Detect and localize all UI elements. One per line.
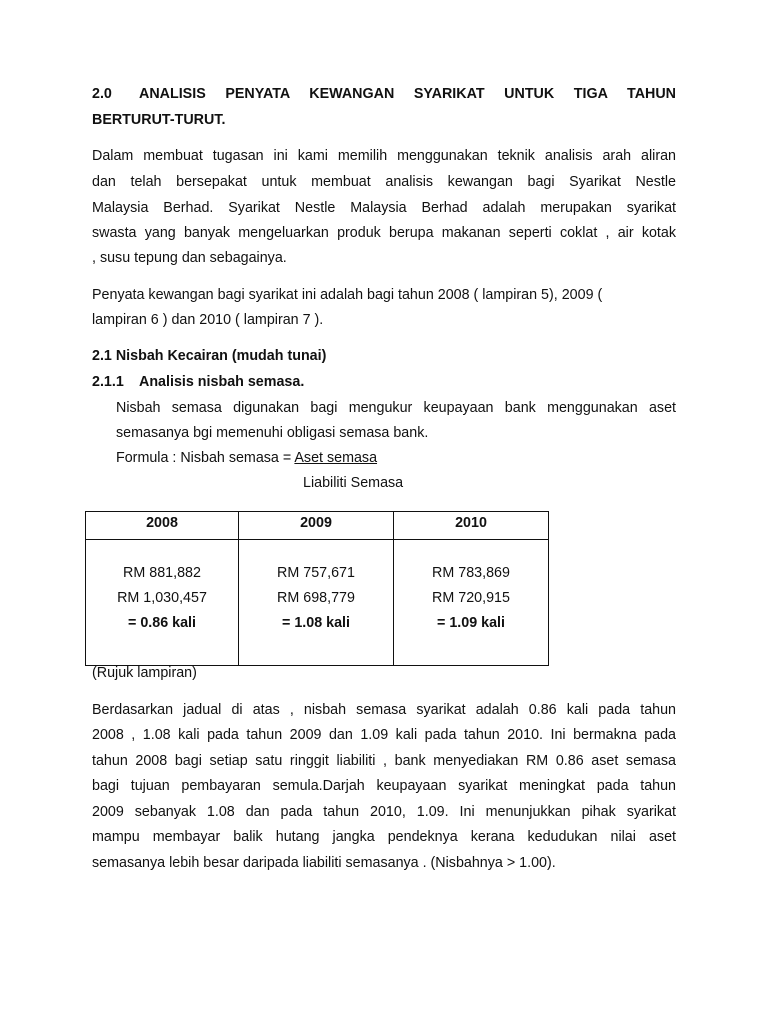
paragraph-line: bagi tujuan pembayaran semula.Darjah keupayaan syarikat meningkat pada tahun — [92, 778, 676, 794]
formula-numerator: Aset semasa — [294, 450, 378, 466]
current-ratio-table — [85, 511, 549, 666]
current-liabilities-value: RM 698,779 — [277, 590, 355, 606]
table-cell — [86, 540, 239, 666]
reference-note: (Rujuk lampiran) — [92, 665, 197, 681]
subsection-title: 2.1 Nisbah Kecairan (mudah tunai) — [92, 348, 327, 364]
paragraph-line: Malaysia Berhad. Syarikat Nestle Malaysia Berhad adalah merupakan syarikat — [92, 200, 676, 216]
paragraph-line: semasanya bgi memenuhi obligasi semasa bank. — [116, 425, 429, 441]
column-header: 2009 — [239, 512, 394, 540]
current-assets-value: RM 757,671 — [277, 565, 355, 581]
ratio-value: = 0.86 kali — [128, 615, 196, 631]
table-row — [86, 540, 549, 666]
paragraph-line: mampu membayar balik hutang jangka pendeknya kerana kedudukan nilai aset — [92, 829, 676, 845]
formula-label: Formula : Nisbah semasa = — [116, 450, 295, 466]
ratio-value: = 1.09 kali — [437, 615, 505, 631]
section-number: 2.0 — [92, 86, 112, 102]
paragraph-line: Berdasarkan jadual di atas , nisbah semasa syarikat adalah 0.86 kali pada tahun — [92, 702, 676, 718]
paragraph-line: tahun 2008 bagi setiap satu ringgit liabiliti , bank menyediakan RM 0.86 aset semasa — [92, 753, 676, 769]
formula-denominator: Liabiliti Semasa — [303, 475, 404, 491]
paragraph-line: Dalam membuat tugasan ini kami memilih menggunakan teknik analisis arah aliran — [92, 148, 676, 164]
ratio-value: = 1.08 kali — [282, 615, 350, 631]
paragraph-line: , susu tepung dan sebagainya. — [92, 250, 287, 266]
paragraph-line: dan telah bersepakat untuk membuat analisis kewangan bagi Syarikat Nestle — [92, 174, 676, 190]
table-cell — [239, 540, 394, 666]
current-liabilities-value: RM 1,030,457 — [117, 590, 207, 606]
formula — [116, 450, 377, 466]
section-title-line-2: BERTURUT-TURUT. — [92, 112, 226, 128]
column-header: 2008 — [86, 512, 239, 540]
subsubsection-number: 2.1.1 — [92, 374, 124, 390]
current-assets-value: RM 783,869 — [432, 565, 510, 581]
paragraph-line: 2009 sebanyak 1.08 dan pada tahun 2010, 1.09. Ini menunjukkan pihak syarikat — [92, 804, 676, 820]
paragraph-line: semasanya lebih besar daripada liabiliti semasanya . (Nisbahnya > 1.00). — [92, 855, 556, 871]
table-header-row — [86, 512, 549, 540]
subsubsection-title: Analisis nisbah semasa. — [139, 374, 305, 390]
table-cell — [394, 540, 549, 666]
current-assets-value: RM 881,882 — [123, 565, 201, 581]
paragraph-line: Nisbah semasa digunakan bagi mengukur keupayaan bank menggunakan aset — [116, 400, 676, 416]
column-header: 2010 — [394, 512, 549, 540]
current-liabilities-value: RM 720,915 — [432, 590, 510, 606]
paragraph-line: lampiran 6 ) dan 2010 ( lampiran 7 ). — [92, 312, 324, 328]
paragraph-line: Penyata kewangan bagi syarikat ini adalah bagi tahun 2008 ( lampiran 5), 2009 ( — [92, 287, 603, 303]
paragraph-line: 2008 , 1.08 kali pada tahun 2009 dan 1.09 kali pada tahun 2010. Ini bermakna pada — [92, 727, 676, 743]
paragraph-line: swasta yang banyak mengeluarkan produk berupa makanan seperti coklat , air kotak — [92, 225, 676, 241]
section-title-line-1: ANALISIS PENYATA KEWANGAN SYARIKAT UNTUK TIGA TAHUN — [139, 86, 676, 102]
